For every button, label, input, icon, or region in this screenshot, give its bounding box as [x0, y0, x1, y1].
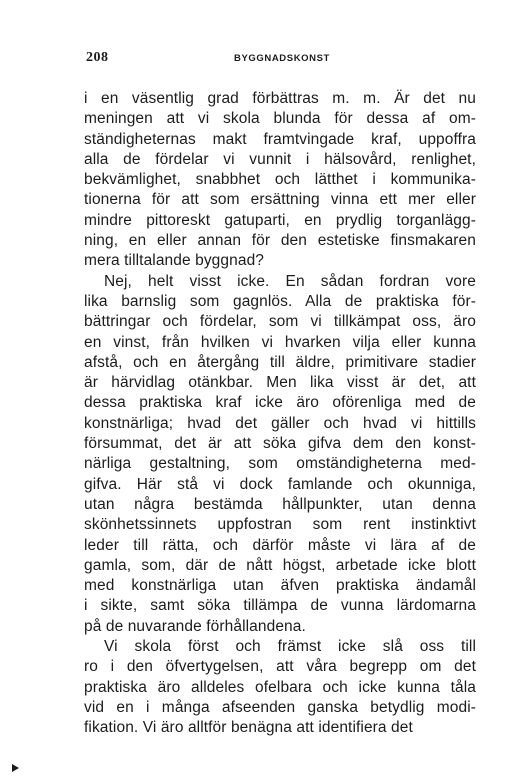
text-line: bekvämlighet, snabbhet och lätthet i kommunika- [84, 171, 476, 189]
text-line: praktiska äro alldeles ofelbara och icke kunna tåla [84, 678, 476, 696]
text-line: bättringar och fördelar, som vi tillkämpat oss, äro [84, 313, 476, 331]
arrow-marker-icon [12, 764, 19, 772]
text-line: mindre pittoreskt gatuparti, en prydlig torganlägg- [84, 211, 476, 229]
running-head: BYGGNADSKONST [234, 53, 330, 64]
text-line: Nej, helt visst icke. En sådan fordran vore [104, 272, 476, 290]
text-line: försummat, det är att söka gifva dem den konst- [84, 435, 476, 453]
text-line: utan några bestämda hållpunkter, utan denna [84, 495, 476, 513]
text-line: en vinst, från hvilken vi hvarken vilja eller kunna [84, 333, 476, 351]
text-line: afstå, och en återgång till äldre, primitivare stadier [84, 353, 476, 371]
text-line: mera tilltalande byggnad? [84, 252, 265, 270]
text-line: fikation. Vi äro alltför benägna att identifiera det [84, 719, 413, 737]
body-text [84, 89, 476, 739]
paragraph [84, 637, 476, 738]
text-line: alla de fördelar vi vunnit i hälsovård, renlighet, [84, 150, 476, 168]
paragraph [84, 272, 476, 637]
text-line: närliga gestaltning, som omständigheterna med- [84, 455, 476, 473]
text-line: gamla, som, där de nått högst, arbetade icke blott [84, 556, 476, 574]
text-line: dessa praktiska kraf icke äro oförenliga med de [84, 394, 476, 412]
text-line: konstnärliga; hvad det gäller och hvad vi hittills [84, 414, 476, 432]
text-line: i en väsentlig grad förbättras m. m. Är det nu [84, 90, 476, 107]
page-number: 208 [86, 50, 109, 65]
text-line: meningen att vi skola blunda för dessa af om- [84, 110, 476, 128]
text-line: är härvidlag otänkbar. Men lika visst är det, att [84, 374, 476, 392]
text-line: leder till rätta, och därför måste vi lära af de [84, 536, 476, 554]
text-line: ning, en eller annan för den estetiske finsmakaren [84, 232, 476, 250]
page-header [86, 50, 474, 70]
text-line: med konstnärliga utan äfven praktiska ändamål [84, 577, 476, 595]
text-line: Vi skola först och främst icke slå oss till [104, 638, 476, 656]
text-line: på de nuvarande förhållandena. [84, 617, 306, 635]
text-line: i sikte, samt söka tillämpa de vunna lärdomarna [84, 597, 476, 615]
text-line: skönhetssinnets uppfostran som rent instinktivt [84, 516, 476, 534]
text-line: vid en i många afseenden ganska betydlig modi- [84, 698, 476, 716]
text-line: gifva. Här stå vi dock famlande och okunniga, [84, 475, 476, 493]
text-line: tionerna för att som ersättning vinna ett mer eller [84, 191, 476, 209]
text-line: ständigheternas makt framtvingade kraf, uppoffra [84, 130, 476, 148]
text-line: ro i den öfvertygelsen, att våra begrepp om det [84, 658, 476, 676]
text-line: lika barnslig som gagnlös. Alla de praktiska för- [84, 292, 476, 310]
paragraph [84, 89, 476, 272]
